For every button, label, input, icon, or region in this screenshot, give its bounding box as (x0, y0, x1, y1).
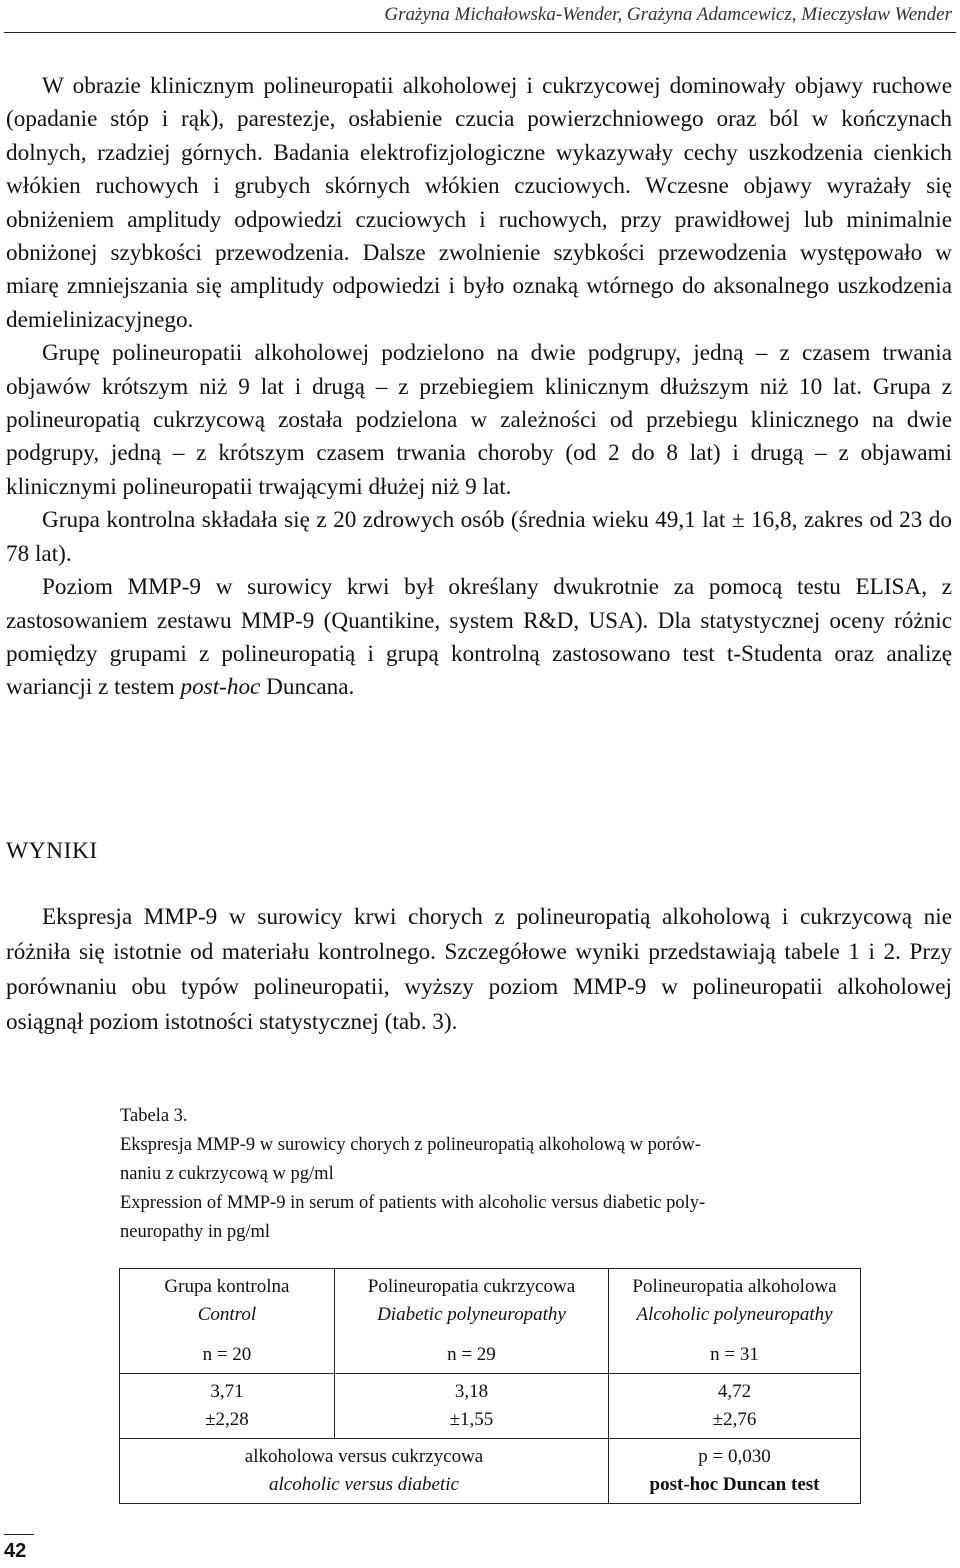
paragraph-methods (6, 571, 952, 705)
caption-english-line-1: Expression of MMP-9 in serum of patients with alcoholic versus diabetic poly- (120, 1193, 706, 1213)
header-cell-control (120, 1269, 335, 1374)
value-cell-control (120, 1374, 335, 1439)
table-header-row (120, 1269, 861, 1374)
caption-english-line-2: neuropathy in pg/ml (120, 1222, 271, 1242)
value-alcoholic-sd: ±2,76 (712, 1409, 757, 1430)
value-diabetic-mean: 3,18 (454, 1381, 489, 1402)
value-control-sd: ±2,28 (205, 1409, 249, 1430)
header-diabetic-n: n = 29 (447, 1344, 496, 1365)
value-cell-alcoholic (609, 1374, 861, 1439)
value-cell-diabetic (334, 1374, 608, 1439)
table-caption (120, 1102, 880, 1247)
header-alcoholic-pl: Polineuropatia alkoholowa (632, 1276, 837, 1297)
header-control-pl: Grupa kontrolna (164, 1276, 290, 1297)
paragraph-clinical-picture: W obrazie klinicznym polineuropatii alkoholowej i cukrzycowej dominowały objawy ruchowe (opadanie stóp i rąk), parestezje, osłabienie czucia powierzchniowego oraz ból w kończynach dolnych, rzadziej górnych. Badania elektrofizjologiczne wykazywały cechy uszkodzenia cienkich włókien ruchowych i grubych skórnych włókien czuciowych. Wczesne objawy wyrażały się obniżeniem amplitudy odpowiedzi czuciowych i ruchowych, przy prawidłowej lub minimalnie obniżonej szybkości przewodzenia. Dalsze zwolnienie szybkości przewodzenia występowało w miarę zmniejszania się amplitudy odpowiedzi i było oznaką wtórnego do aksonalnego uszkodzenia demielinizacyjnego. (6, 73, 952, 333)
test-name: post-hoc Duncan test (649, 1474, 820, 1495)
header-diabetic-en: Diabetic polyneuropathy (377, 1304, 566, 1325)
header-control-n: n = 20 (202, 1344, 252, 1365)
header-alcoholic-en: Alcoholic polyneuropathy (636, 1304, 833, 1325)
methods-text-end: Duncana. (260, 674, 355, 701)
comparison-pl: alkoholowa versus cukrzycowa (244, 1446, 484, 1467)
results-text (6, 900, 952, 1040)
comparison-cell (120, 1439, 609, 1504)
caption-polish-line-1: Ekspresja MMP-9 w surowicy chorych z polineuropatią alkoholową w porów- (120, 1135, 702, 1155)
table-label: Tabela 3. (120, 1106, 188, 1126)
value-alcoholic-mean: 4,72 (717, 1381, 752, 1402)
comparison-en: alcoholic versus diabetic (269, 1474, 459, 1495)
table-comparison-row (120, 1439, 861, 1504)
section-title-results: WYNIKI (6, 838, 98, 864)
methods-text-part: Poziom MMP-9 w surowicy krwi był określany dwukrotnie za pomocą testu ELISA, z zastosowaniem zestawu MMP-9 (Quantikine, system R&D, USA). Dla statystycznej oceny różnic pomiędzy grupami z polineuropatią i grupą kontrolną zastosowano test t-Studenta oraz analizę wariancji z testem (6, 574, 952, 701)
paragraph-results: Ekspresja MMP-9 w surowicy krwi chorych z polineuropatią alkoholową i cukrzycową nie różniła się istotnie od materiału kontrolnego. Szczegółowe wyniki przedstawiają tabele 1 i 2. Przy porównaniu obu typów polineuropatii, wyższy poziom MMP-9 w polineuropatii alkoholowej osiągnął poziom istotności statystycznej (tab. 3). (6, 904, 952, 1035)
caption-polish-line-2: naniu z cukrzycową w pg/ml (120, 1164, 334, 1184)
results-table (119, 1268, 861, 1504)
page-number: 42 (4, 1540, 27, 1562)
running-header: Grażyna Michałowska-Wender, Grażyna Adamcewicz, Mieczysław Wender (384, 4, 952, 25)
paragraph-control-group: Grupa kontrolna składała się z 20 zdrowych osób (średnia wieku 49,1 lat ± 16,8, zakres od 23 do 78 lat). (6, 507, 952, 567)
paragraph-groups: Grupę polineuropatii alkoholowej podzielono na dwie podgrupy, jedną – z czasem trwania objawów krótszym niż 9 lat i drugą – z przebiegiem klinicznym dłuższym niż 10 lat. Grupa z polineuropatią cukrzycową została podzielona w zależności od przebiegu klinicznego na dwie podgrupy, jedną – z krótszym czasem trwania choroby (od 2 do 8 lat) i drugą – z objawami klinicznymi polineuropatii trwającymi dłużej niż 9 lat. (6, 340, 952, 500)
p-value: p = 0,030 (698, 1446, 771, 1467)
header-diabetic-pl: Polineuropatia cukrzycowa (367, 1276, 576, 1297)
header-alcoholic-n: n = 31 (710, 1344, 759, 1365)
value-control-mean: 3,71 (210, 1381, 244, 1402)
header-rule (4, 32, 956, 33)
header-cell-alcoholic (609, 1269, 861, 1374)
table-values-row (120, 1374, 861, 1439)
methods-text (6, 70, 952, 705)
header-cell-diabetic (334, 1269, 608, 1374)
methods-italic-term: post-hoc (180, 674, 261, 701)
value-diabetic-sd: ±1,55 (449, 1409, 494, 1430)
header-control-en: Control (197, 1304, 257, 1325)
p-value-cell (609, 1439, 861, 1504)
